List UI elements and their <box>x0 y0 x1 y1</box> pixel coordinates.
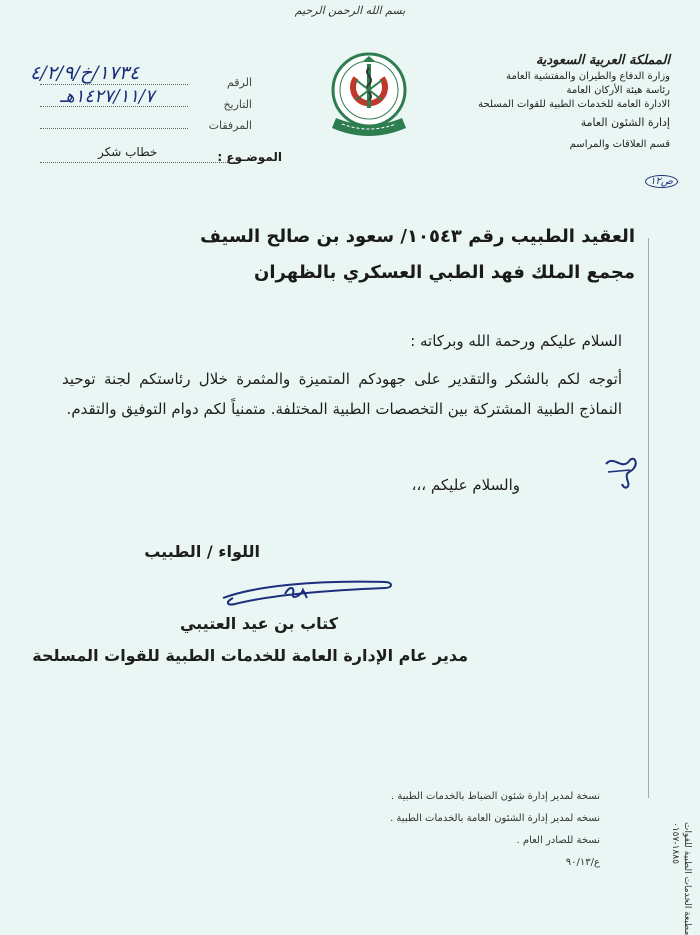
number-label: الرقم <box>226 76 252 89</box>
greeting: السلام عليكم ورحمة الله وبركاته : <box>410 332 622 350</box>
printer-note <box>652 822 700 935</box>
date-line <box>40 106 188 107</box>
signatory-name: كتاب بن عيد العتيبي <box>179 614 338 633</box>
ministry-name: وزارة الدفاع والطيران والمفتشية العامة <box>506 71 670 82</box>
attachments-line <box>40 128 188 129</box>
margin-line <box>648 238 649 798</box>
kingdom-name: المملكة العربية السعودية <box>535 53 670 68</box>
signatory-rank: اللواء / الطبيب <box>144 542 260 561</box>
copy-line: نسخه لمدير إدارة الشئون العامة بالخدمات الطبية . <box>390 813 600 824</box>
addressee-line-1: العقيد الطبيب رقم ١٠٥٤٣/ سعود بن صالح السيف <box>200 226 635 247</box>
copies-list <box>390 786 600 874</box>
copy-line: نسخة للصادر العام . <box>516 835 600 846</box>
letterhead <box>450 52 670 152</box>
closing: والسلام عليكم ،،، <box>411 476 520 494</box>
number-value: ١٧٣٤/خ/٤/٢/٩ <box>30 62 140 84</box>
subject-value: خطاب شكر <box>98 145 158 159</box>
printer-name: مطبعة الخدمات الطبية للقوات <box>682 822 692 935</box>
date-label: التاريخ <box>223 98 252 111</box>
form-number: ١٨٨٥-٠١٥٧ <box>670 822 680 864</box>
attachments-label: المرفقات <box>208 119 252 132</box>
date-value: ١٤٢٧/١١/٧هـ <box>60 86 155 107</box>
signatory-title: مدير عام الإدارة العامة للخدمات الطبية للقوات المسلحة <box>32 646 468 665</box>
medical-services-crest-icon <box>326 48 412 144</box>
copy-reference: ع/٩٠/١٣ <box>565 857 600 868</box>
subject-label: الموضـوع : <box>217 150 282 164</box>
subject-line <box>40 162 228 163</box>
signature-mark-icon <box>215 568 395 618</box>
basmala: بسم الله الرحمن الرحيم <box>294 4 406 17</box>
serial-mark: ص١٢ <box>645 175 678 188</box>
copy-line: نسخة لمدير إدارة شئون الضباط بالخدمات الطبية . <box>391 791 600 802</box>
department-name: إدارة الشئون العامة <box>580 116 670 129</box>
initials-mark-icon <box>600 448 644 496</box>
addressee-line-2: مجمع الملك فهد الطبي العسكري بالظهران <box>254 262 635 283</box>
section-name: قسم العلاقات والمراسم <box>569 139 670 150</box>
number-line <box>40 84 188 85</box>
staff-name: رئاسة هيئة الأركان العامة <box>566 85 670 96</box>
letter-body: أتوجه لكم بالشكر والتقدير على جهودكم المتميزة والمثمرة خلال رئاستكم لجنة توحيد النماذج الطبية المشتركة بين التخصصات الطبية المختلفة. متمنياً لكم دوام التوفيق والتقدم. <box>62 370 622 418</box>
directorate-name: الادارة العامة للخدمات الطبية للقوات المسلحة <box>478 99 670 110</box>
